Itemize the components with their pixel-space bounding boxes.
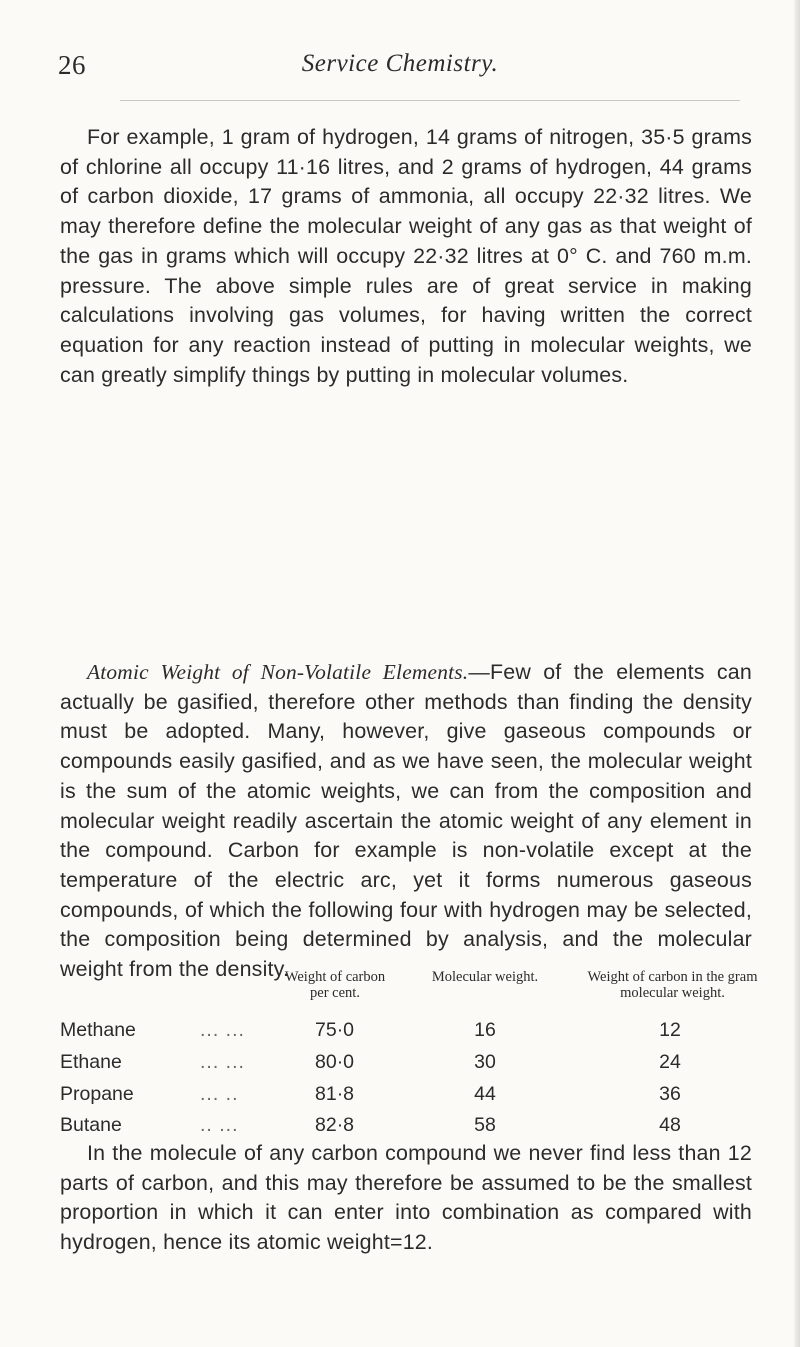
compound-name: Propane	[60, 1083, 134, 1105]
leader-dots: ... ...	[200, 1019, 245, 1041]
section-lead-heading: Atomic Weight of Non-Volatile Elements.	[87, 660, 469, 684]
carbon-percent: 75·0	[315, 1019, 355, 1041]
paragraph-body: —Few of the elements can actually be gasified, therefore other methods than finding the density must be adopted. Many, however, give gaseous compounds or compounds easily gasified, and as we have seen, the molecular weight is the sum of the atomic weights, we can from the composition and molecular weight readily ascertain the atomic weight of any element in the compound. Carbon for example is non-volatile except at the temperature of the electric arc, yet it forms numerous gaseous compounds, of which the following four with hydrogen may be selected, the composition being determined by analysis, and the molecular weight from the density.	[60, 660, 753, 982]
column-header-carbon-percent: Weight of carbon per cent.	[284, 969, 386, 1001]
paragraph-conclusion: In the molecule of any carbon compound we never find less than 12 parts of carbon, and this may therefore be assumed to be the smallest proportion in which it can enter into combination as compared with hydrogen, hence its atomic weight=12.	[60, 1141, 752, 1255]
carbon-percent: 81·8	[315, 1083, 355, 1105]
carbon-percent: 82·8	[315, 1114, 355, 1136]
carbon-weight: 48	[659, 1114, 681, 1136]
molecular-weight: 30	[474, 1051, 496, 1073]
paragraph-molecular-volume: For example, 1 gram of hydrogen, 14 grams of nitrogen, 35·5 grams of chlorine all occupy 11·16 litres, and 2 grams of hydrogen, 44 grams of carbon dioxide, 17 grams of ammonia, all occupy 22·32 litres. We may therefore define the molecular weight of any gas as that weight of the gas in grams which will occupy 22·32 litres at 0° C. and 760 m.m. pressure. The above simple rules are of great service in making calculations involving gas volumes, for having written the correct equation for any reaction instead of putting in molecular weights, we can greatly simplify things by putting in molecular volumes.	[60, 125, 752, 387]
molecular-weight: 58	[474, 1114, 496, 1136]
column-header-carbon-weight: Weight of carbon in the gram molecular weight.	[587, 969, 758, 1001]
page-edge-shadow	[794, 0, 800, 1347]
header-rule	[120, 100, 740, 101]
table-row	[60, 1114, 760, 1140]
leader-dots: ... ..	[200, 1083, 239, 1105]
hydrocarbon-table	[60, 969, 760, 1136]
page-header	[0, 50, 800, 90]
carbon-weight: 12	[659, 1019, 681, 1041]
carbon-percent: 80·0	[315, 1051, 355, 1073]
table-row	[60, 1051, 760, 1077]
paragraph-atomic-weight	[60, 658, 752, 985]
column-header-molecular-weight: Molecular weight.	[431, 969, 539, 985]
carbon-weight: 36	[659, 1083, 681, 1105]
leader-dots: .. ...	[200, 1114, 239, 1136]
molecular-weight: 16	[474, 1019, 496, 1041]
carbon-weight: 24	[659, 1051, 681, 1073]
table-row	[60, 1019, 760, 1045]
compound-name: Ethane	[60, 1051, 122, 1073]
table-row	[60, 1083, 760, 1109]
leader-dots: ... ...	[200, 1051, 245, 1073]
molecular-weight: 44	[474, 1083, 496, 1105]
page-number: 26	[58, 50, 86, 80]
compound-name: Butane	[60, 1114, 122, 1136]
running-title: Service Chemistry.	[301, 50, 499, 77]
compound-name: Methane	[60, 1019, 136, 1041]
